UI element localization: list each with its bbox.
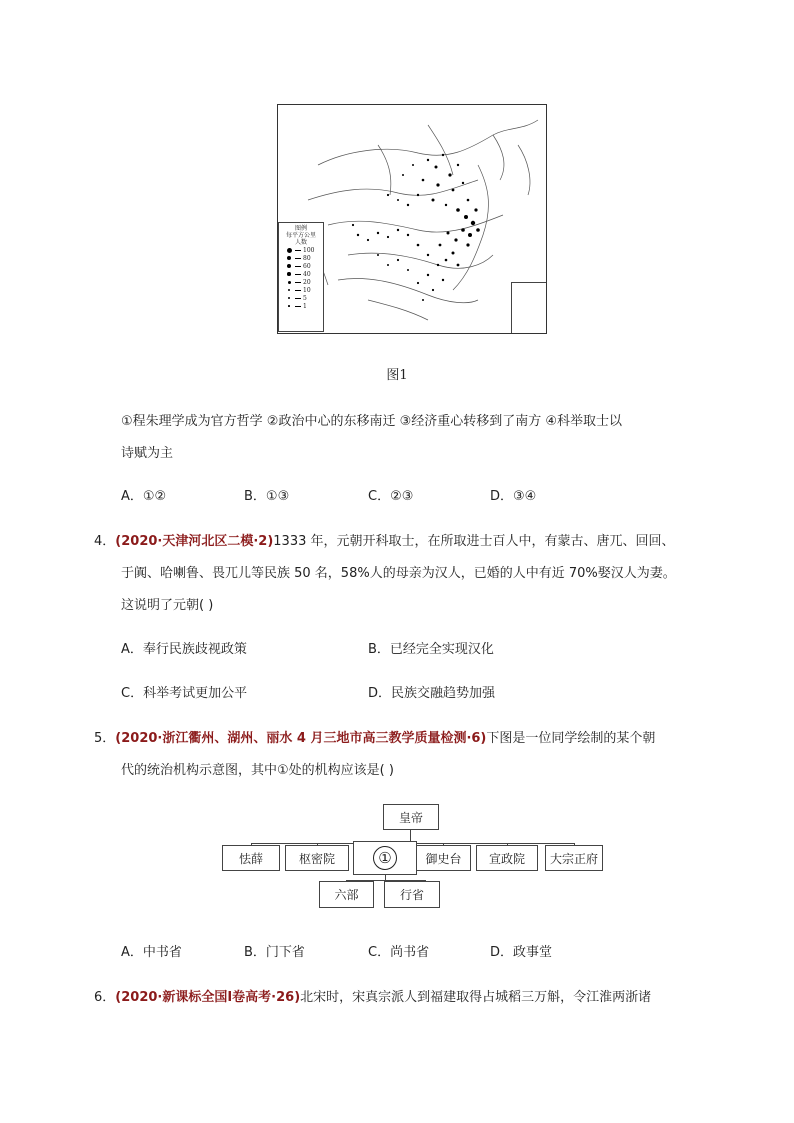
question-stem: 北宋时，宋真宗派人到福建取得占城稻三万斛，令江淮两浙诸 [300,990,652,1005]
question-4-line1 [94,530,675,549]
question-stem: 下图是一位同学绘制的某个朝 [486,731,656,746]
question-stem: 1333 年，元朝开科取士，在所取进士百人中，有蒙古、唐兀、回回、 [273,534,675,549]
legend-value: 10 [303,286,311,294]
question-5-line1 [94,727,655,746]
q3-option-b: B．①③ [244,489,290,504]
org-box-dazongzhengfu: 大宗正府 [545,845,603,871]
legend-value: 5 [303,294,307,302]
question-5-line2: 代的统治机构示意图，其中①处的机构应该是( ) [121,763,394,778]
q3-option-d: D．③④ [490,489,537,504]
map-inset [511,282,546,333]
legend-value: 60 [303,262,311,270]
question-6-line1 [94,986,651,1005]
population-density-map [277,104,547,334]
question-source: (2020·浙江衢州、湖州、丽水 4 月三地市高三教学质量检测·6) [115,731,487,746]
legend-row [279,254,323,262]
org-box-blank [353,841,417,875]
question-source: (2020·天津河北区二模·2) [115,534,274,549]
org-box-liubu: 六部 [319,881,374,908]
map-legend [278,222,324,332]
q4-option-b: B．已经完全实现汉化 [368,642,494,657]
legend-title-1: 图例 [294,225,307,232]
legend-title-2: 每平方公里 [285,232,316,239]
q5-option-d: D．政事堂 [490,945,553,960]
org-box-qiexue: 怯薛 [222,845,280,871]
question-number: 5． [94,731,116,746]
q3-option-c: C．②③ [368,489,414,504]
legend-row [279,278,323,286]
legend-row [279,302,323,310]
q5-option-a: A．中书省 [121,945,182,960]
blank-marker: ① [373,846,397,870]
legend-row [279,246,323,254]
q3-option-a: A．①② [121,489,167,504]
question-4-line2: 于阗、哈喇鲁、畏兀儿等民族 50 名，58%人的母亲为汉人，已婚的人中有近 70%娶汉人为妻。 [121,566,676,581]
question-number: 6． [94,990,116,1005]
question-number: 4． [94,534,116,549]
q5-option-c: C．尚书省 [368,945,430,960]
legend-value: 1 [303,302,307,310]
org-box-yushitai: 御史台 [416,845,471,871]
legend-value: 80 [303,254,311,262]
legend-row [279,294,323,302]
question-4-line3: 这说明了元朝( ) [121,598,214,613]
org-box-xingsheng: 行省 [384,881,440,908]
legend-title-3: 人数 [294,239,307,246]
legend-value: 20 [303,278,311,286]
legend-value: 40 [303,270,311,278]
legend-row [279,270,323,278]
org-box-xuanzhengyuan: 宣政院 [476,845,538,871]
org-box-shumiyuan: 枢密院 [285,845,349,871]
q5-option-b: B．门下省 [244,945,305,960]
legend-value: 100 [303,246,315,254]
question-source: (2020·新课标全国Ⅰ卷高考·26) [115,990,301,1005]
legend-row [279,262,323,270]
q3-statements-line2: 诗赋为主 [121,446,174,461]
q4-option-c: C．科举考试更加公平 [121,686,248,701]
legend-row [279,286,323,294]
org-top-box: 皇帝 [383,804,439,830]
figure-caption: 图1 [386,368,408,383]
q4-option-d: D．民族交融趋势加强 [368,686,496,701]
q4-option-a: A．奉行民族歧视政策 [121,642,247,657]
q3-statements-line1: ①程朱理学成为官方哲学 ②政治中心的东移南迁 ③经济重心转移到了南方 ④科举取士以 [121,414,623,429]
